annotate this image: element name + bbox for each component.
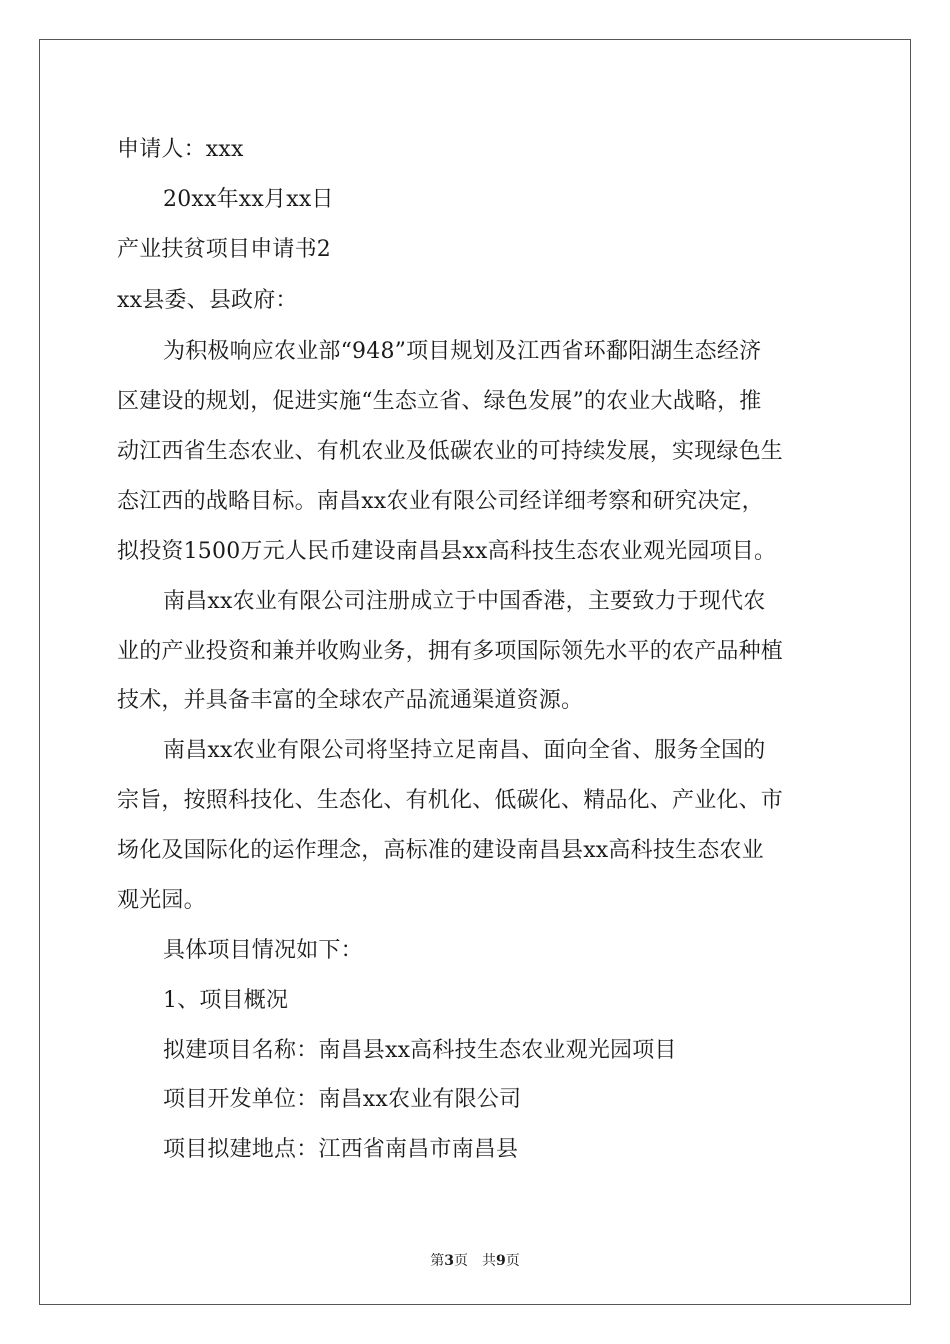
- paragraph-line: 区建设的规划，促进实施“生态立省、绿色发展”的农业大战略，推: [117, 389, 762, 414]
- total-page-number: 9: [496, 1253, 506, 1269]
- page-border: [39, 39, 911, 1305]
- paragraph-line: 态江西的战略目标。南昌xx农业有限公司经详细考察和研究决定，: [117, 489, 764, 514]
- paragraph-line: 场化及国际化的运作理念，高标准的建设南昌县xx高科技生态农业: [117, 838, 764, 863]
- total-prefix: 共: [482, 1253, 496, 1269]
- page-prefix: 第: [430, 1253, 445, 1269]
- page-footer: [0, 1250, 950, 1270]
- page-unit: 页: [454, 1253, 468, 1269]
- paragraph-line: 拟投资1500万元人民币建设南昌县xx高科技生态农业观光园项目。: [117, 539, 777, 564]
- project-name-line: 拟建项目名称：南昌县xx高科技生态农业观光园项目: [163, 1038, 677, 1063]
- paragraph-line: 南昌xx农业有限公司将坚持立足南昌、面向全省、服务全国的: [163, 738, 766, 763]
- applicant-line: 申请人：xxx: [117, 137, 244, 162]
- paragraph-line: 观光园。: [117, 888, 206, 913]
- document-title: 产业扶贫项目申请书2: [117, 237, 331, 262]
- paragraph-line: 技术，并具备丰富的全球农产品流通渠道资源。: [117, 688, 584, 713]
- paragraph-line: 业的产业投资和兼并收购业务，拥有多项国际领先水平的农产品种植: [117, 639, 784, 664]
- current-page-number: 3: [444, 1253, 454, 1269]
- paragraph-line: 宗旨，按照科技化、生态化、有机化、低碳化、精品化、产业化、市: [117, 788, 784, 813]
- section-intro: 具体项目情况如下：: [163, 938, 363, 963]
- salutation: xx县委、县政府：: [117, 288, 298, 313]
- section-heading: 1、项目概况: [163, 988, 289, 1013]
- project-developer-line: 项目开发单位：南昌xx农业有限公司: [163, 1087, 522, 1112]
- total-unit: 页: [505, 1253, 520, 1269]
- project-location-line: 项目拟建地点：江西省南昌市南昌县: [163, 1137, 519, 1162]
- date-line: 20xx年xx月xx日: [163, 187, 334, 212]
- paragraph-line: 为积极响应农业部“948”项目规划及江西省环鄱阳湖生态经济: [163, 339, 762, 364]
- paragraph-line: 动江西省生态农业、有机农业及低碳农业的可持续发展，实现绿色生: [117, 439, 784, 464]
- paragraph-line: 南昌xx农业有限公司注册成立于中国香港，主要致力于现代农: [163, 589, 766, 614]
